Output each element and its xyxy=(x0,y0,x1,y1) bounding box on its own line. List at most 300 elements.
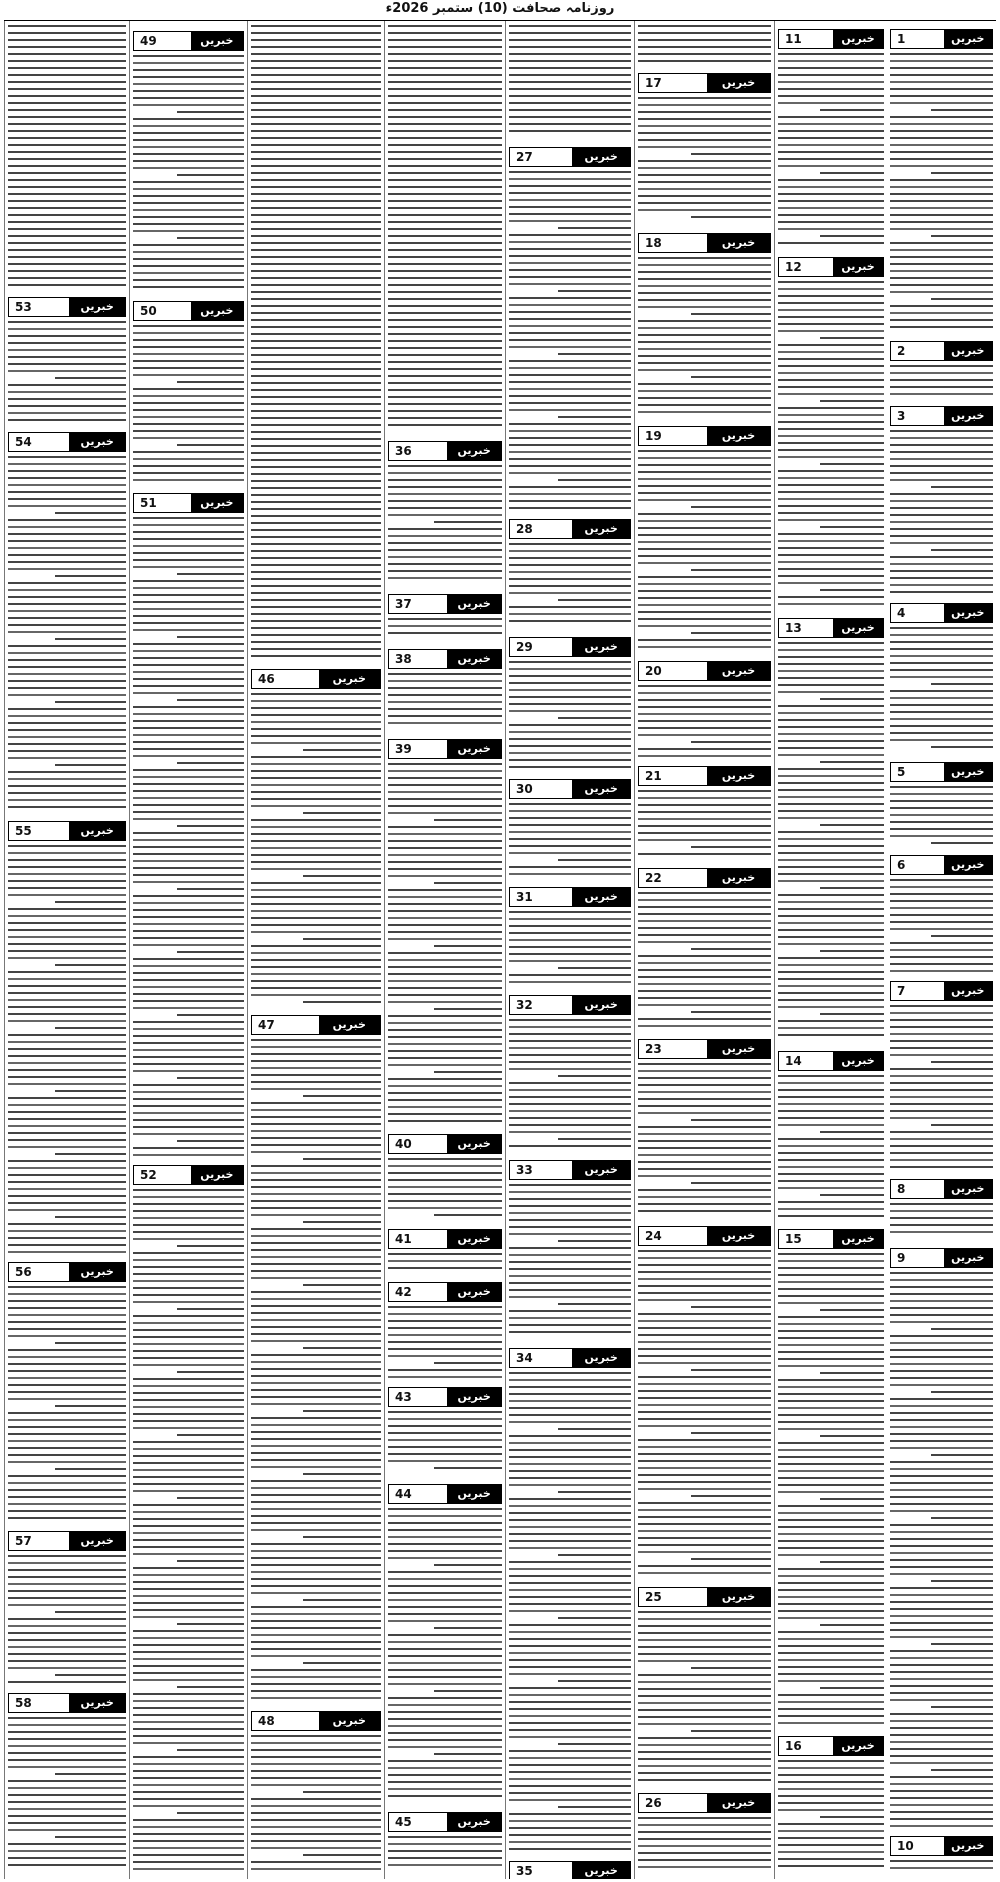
text-line xyxy=(388,966,502,968)
text-line xyxy=(509,248,631,250)
text-line xyxy=(8,284,126,286)
text-line xyxy=(177,174,244,176)
text-line xyxy=(890,372,993,374)
text-line xyxy=(251,1697,381,1699)
text-line xyxy=(890,793,993,795)
text-line xyxy=(890,1068,993,1070)
text-line xyxy=(388,1655,502,1657)
text-line xyxy=(388,242,502,244)
text-line xyxy=(778,1722,884,1724)
text-line xyxy=(509,1310,631,1312)
text-line xyxy=(8,1013,126,1015)
text-line xyxy=(8,214,126,216)
text-line xyxy=(778,1554,884,1556)
text-line xyxy=(778,880,884,882)
text-line xyxy=(638,1866,771,1868)
text-line xyxy=(251,1102,381,1104)
text-line xyxy=(509,116,631,118)
text-line xyxy=(8,405,126,407)
text-line xyxy=(638,390,771,392)
text-line xyxy=(890,1573,993,1575)
text-line xyxy=(388,1341,502,1343)
text-line xyxy=(8,137,126,139)
text-line xyxy=(638,1758,771,1760)
text-line xyxy=(778,561,884,563)
text-line xyxy=(8,165,126,167)
text-line xyxy=(251,1508,381,1510)
text-line xyxy=(509,409,631,411)
text-line xyxy=(509,1659,631,1661)
text-line xyxy=(778,358,884,360)
text-line xyxy=(251,95,381,97)
text-line xyxy=(890,186,993,188)
text-line xyxy=(8,880,126,882)
text-line xyxy=(638,104,771,106)
text-line xyxy=(890,893,993,895)
text-line xyxy=(8,228,126,230)
text-line xyxy=(890,1300,993,1302)
news-item-header xyxy=(133,31,244,51)
text-line xyxy=(133,720,244,722)
text-line xyxy=(509,1205,631,1207)
news-item-number: 54 xyxy=(9,433,69,451)
text-line xyxy=(177,951,244,953)
text-line xyxy=(890,1790,993,1792)
text-line xyxy=(509,1792,631,1794)
text-line xyxy=(509,1575,631,1577)
text-line xyxy=(133,1007,244,1009)
text-line xyxy=(55,1836,126,1838)
text-line xyxy=(890,1286,993,1288)
text-line xyxy=(133,1210,244,1212)
text-line xyxy=(820,337,884,339)
text-line xyxy=(638,1327,771,1329)
text-line xyxy=(890,928,993,930)
text-line xyxy=(133,1364,244,1366)
news-item-number: 30 xyxy=(510,780,572,798)
text-line xyxy=(890,556,993,558)
text-line xyxy=(638,1565,771,1567)
text-line xyxy=(8,1300,126,1302)
text-line xyxy=(8,1174,126,1176)
text-line xyxy=(778,1337,884,1339)
text-line xyxy=(931,1706,993,1708)
text-line xyxy=(778,1295,884,1297)
text-line xyxy=(509,1040,631,1042)
text-line xyxy=(251,179,381,181)
text-line xyxy=(890,1741,993,1743)
text-line xyxy=(820,172,884,174)
text-line xyxy=(778,1519,884,1521)
text-line xyxy=(8,929,126,931)
text-line xyxy=(778,754,884,756)
text-line xyxy=(388,1634,502,1636)
text-line xyxy=(388,1774,502,1776)
text-line xyxy=(778,642,884,644)
text-line xyxy=(388,109,502,111)
text-line xyxy=(251,375,381,377)
news-item-header xyxy=(778,29,884,49)
news-item-label: خبریں xyxy=(69,433,125,451)
text-line xyxy=(778,985,884,987)
text-line xyxy=(133,1042,244,1044)
text-line xyxy=(509,234,631,236)
text-line xyxy=(251,1354,381,1356)
text-line xyxy=(509,1834,631,1836)
news-item-number: 6 xyxy=(891,856,944,874)
text-line xyxy=(251,1487,381,1489)
text-line xyxy=(251,1109,381,1111)
text-line xyxy=(177,237,244,239)
text-line xyxy=(251,1067,381,1069)
text-line xyxy=(890,807,993,809)
text-line xyxy=(638,618,771,620)
text-line xyxy=(638,118,771,120)
text-line xyxy=(251,1840,381,1842)
text-line xyxy=(890,221,993,223)
text-line xyxy=(133,1056,244,1058)
text-line xyxy=(509,925,631,927)
text-line xyxy=(931,1517,993,1519)
text-line xyxy=(251,1655,381,1657)
text-line xyxy=(820,1624,884,1626)
text-line xyxy=(509,25,631,27)
text-line xyxy=(638,1765,771,1767)
text-line xyxy=(133,1336,244,1338)
text-line xyxy=(638,1203,771,1205)
text-line xyxy=(638,111,771,113)
news-item-label: خبریں xyxy=(572,996,630,1014)
text-line xyxy=(8,1335,126,1337)
text-line xyxy=(509,332,631,334)
text-line xyxy=(303,1347,381,1349)
text-line xyxy=(251,39,381,41)
text-line xyxy=(8,144,126,146)
text-line xyxy=(177,1245,244,1247)
text-line xyxy=(890,1138,993,1140)
text-line xyxy=(251,60,381,62)
news-item-number: 58 xyxy=(9,1694,69,1712)
text-line xyxy=(778,435,884,437)
news-item-text xyxy=(133,325,244,489)
text-line xyxy=(251,592,381,594)
text-line xyxy=(8,1440,126,1442)
text-line xyxy=(778,929,884,931)
news-column xyxy=(4,21,129,1879)
text-line xyxy=(509,803,631,805)
text-line xyxy=(388,1260,502,1262)
text-line xyxy=(509,81,631,83)
text-line xyxy=(890,669,993,671)
text-line xyxy=(388,1739,502,1741)
text-line xyxy=(509,178,631,180)
text-line xyxy=(251,319,381,321)
text-line xyxy=(251,515,381,517)
text-line xyxy=(558,227,631,229)
text-line xyxy=(177,762,244,764)
text-line xyxy=(890,1131,993,1133)
text-line xyxy=(388,361,502,363)
text-line xyxy=(509,213,631,215)
text-line xyxy=(8,88,126,90)
text-line xyxy=(509,571,631,573)
text-line xyxy=(177,1812,244,1814)
text-line xyxy=(388,1522,502,1524)
text-line xyxy=(388,1557,502,1559)
text-line xyxy=(133,713,244,715)
news-item-label: خبریں xyxy=(572,780,630,798)
text-line xyxy=(251,165,381,167)
text-line xyxy=(509,1054,631,1056)
news-item-label: خبریں xyxy=(833,619,883,637)
text-line xyxy=(133,202,244,204)
news-item-header xyxy=(890,762,993,782)
text-line xyxy=(388,952,502,954)
text-line xyxy=(434,1564,502,1566)
text-line xyxy=(691,376,771,378)
text-line xyxy=(388,889,502,891)
text-line xyxy=(251,1088,381,1090)
text-line xyxy=(890,1657,993,1659)
text-line xyxy=(133,860,244,862)
text-line xyxy=(133,1462,244,1464)
text-line xyxy=(251,333,381,335)
text-line xyxy=(8,1055,126,1057)
newspaper-page xyxy=(4,20,996,1879)
news-item-text xyxy=(890,627,993,758)
text-line xyxy=(133,1196,244,1198)
text-line xyxy=(388,382,502,384)
text-line xyxy=(778,449,884,451)
text-line xyxy=(388,1620,502,1622)
text-line xyxy=(778,1260,884,1262)
text-line xyxy=(778,379,884,381)
text-line xyxy=(133,1588,244,1590)
text-line xyxy=(251,207,381,209)
text-line xyxy=(509,1813,631,1815)
news-item-number: 42 xyxy=(389,1283,447,1301)
text-line xyxy=(8,1590,126,1592)
text-line xyxy=(509,911,631,913)
news-item-number: 26 xyxy=(639,1794,707,1812)
text-line xyxy=(251,578,381,580)
text-line xyxy=(638,755,771,757)
text-line xyxy=(509,1757,631,1759)
text-line xyxy=(8,1034,126,1036)
text-line xyxy=(509,1198,631,1200)
text-line xyxy=(133,1126,244,1128)
text-line xyxy=(638,527,771,529)
text-line xyxy=(638,734,771,736)
text-line xyxy=(251,137,381,139)
text-line xyxy=(638,597,771,599)
text-line xyxy=(8,477,126,479)
text-line xyxy=(509,1331,631,1333)
text-line xyxy=(8,1653,126,1655)
text-line xyxy=(778,803,884,805)
text-line xyxy=(778,74,884,76)
text-line xyxy=(133,160,244,162)
text-line xyxy=(778,123,884,125)
text-line xyxy=(890,312,993,314)
text-line xyxy=(133,748,244,750)
text-line xyxy=(778,1505,884,1507)
text-line xyxy=(177,1623,244,1625)
text-line xyxy=(778,1288,884,1290)
text-line xyxy=(251,1690,381,1692)
text-line xyxy=(133,1742,244,1744)
text-line xyxy=(251,826,381,828)
text-line xyxy=(638,1063,771,1065)
news-item-number: 3 xyxy=(891,407,944,425)
news-item-label: خبریں xyxy=(447,1135,501,1153)
text-line xyxy=(890,563,993,565)
text-line xyxy=(388,1253,502,1255)
text-line xyxy=(820,1372,884,1374)
text-line xyxy=(691,632,771,634)
text-line xyxy=(133,188,244,190)
text-line xyxy=(388,465,502,467)
text-line xyxy=(388,319,502,321)
text-line xyxy=(388,1529,502,1531)
text-line xyxy=(638,174,771,176)
text-line xyxy=(388,102,502,104)
text-line xyxy=(931,935,993,937)
text-line xyxy=(251,1298,381,1300)
text-line xyxy=(388,1064,502,1066)
text-line xyxy=(638,132,771,134)
text-line xyxy=(251,1557,381,1559)
text-line xyxy=(890,1692,993,1694)
text-line xyxy=(251,1445,381,1447)
text-line xyxy=(303,1662,381,1664)
text-line xyxy=(890,430,993,432)
text-line xyxy=(388,60,502,62)
text-line xyxy=(638,1439,771,1441)
text-line xyxy=(133,1770,244,1772)
text-line xyxy=(778,1652,884,1654)
text-line xyxy=(133,678,244,680)
text-line xyxy=(251,770,381,772)
news-item-label: خبریں xyxy=(447,650,501,668)
text-line xyxy=(8,887,126,889)
text-line xyxy=(133,1644,244,1646)
text-line xyxy=(388,1515,502,1517)
text-line xyxy=(638,1004,771,1006)
text-line xyxy=(251,1627,381,1629)
text-line xyxy=(133,451,244,453)
news-column xyxy=(247,21,384,1879)
text-line xyxy=(509,60,631,62)
text-line xyxy=(8,1829,126,1831)
text-line xyxy=(778,1477,884,1479)
text-line xyxy=(638,362,771,364)
news-item-header xyxy=(509,995,631,1015)
text-line xyxy=(133,251,244,253)
text-line xyxy=(638,1831,771,1833)
text-line xyxy=(388,987,502,989)
text-line xyxy=(133,1553,244,1555)
text-line xyxy=(251,1564,381,1566)
text-line xyxy=(890,1110,993,1112)
news-item-header xyxy=(890,981,993,1001)
text-line xyxy=(509,74,631,76)
text-line xyxy=(251,1312,381,1314)
text-line xyxy=(133,1826,244,1828)
text-line xyxy=(388,193,502,195)
text-line xyxy=(638,513,771,515)
text-line xyxy=(388,563,502,565)
text-line xyxy=(133,972,244,974)
text-line xyxy=(778,775,884,777)
text-line xyxy=(509,1498,631,1500)
text-line xyxy=(177,888,244,890)
text-line xyxy=(251,1081,381,1083)
text-line xyxy=(820,824,884,826)
text-line xyxy=(890,662,993,664)
text-line xyxy=(8,778,126,780)
text-line xyxy=(820,1309,884,1311)
text-line xyxy=(388,1120,502,1122)
text-line xyxy=(890,291,993,293)
text-line xyxy=(509,1568,631,1570)
text-line xyxy=(778,1666,884,1668)
news-item-header xyxy=(638,1039,771,1059)
text-line xyxy=(820,698,884,700)
text-line xyxy=(251,249,381,251)
text-line xyxy=(778,705,884,707)
text-line xyxy=(890,591,993,593)
news-item-label: خبریں xyxy=(319,1712,380,1730)
text-line xyxy=(133,1154,244,1156)
text-line xyxy=(509,102,631,104)
text-line xyxy=(133,734,244,736)
text-line xyxy=(388,1795,502,1797)
text-line xyxy=(638,188,771,190)
text-line xyxy=(8,1808,126,1810)
text-line xyxy=(509,1019,631,1021)
text-line xyxy=(388,1029,502,1031)
news-item-number: 21 xyxy=(639,767,707,785)
text-line xyxy=(778,831,884,833)
text-line xyxy=(638,1639,771,1641)
text-line xyxy=(8,589,126,591)
text-line xyxy=(778,365,884,367)
text-line xyxy=(778,407,884,409)
text-line xyxy=(509,1407,631,1409)
text-line xyxy=(890,1054,993,1056)
text-line xyxy=(890,200,993,202)
news-item-header xyxy=(251,669,381,689)
text-line xyxy=(388,903,502,905)
text-line xyxy=(434,1214,502,1216)
text-line xyxy=(890,1636,993,1638)
news-item-number: 52 xyxy=(134,1166,191,1184)
text-line xyxy=(388,1585,502,1587)
text-line xyxy=(778,351,884,353)
text-line xyxy=(388,1200,502,1202)
text-line xyxy=(778,1694,884,1696)
text-line xyxy=(890,648,993,650)
news-item-label: خبریں xyxy=(944,763,992,781)
news-item-header xyxy=(8,1693,126,1713)
text-line xyxy=(133,286,244,288)
text-line xyxy=(890,1152,993,1154)
text-line xyxy=(8,1041,126,1043)
text-line xyxy=(890,1734,993,1736)
text-line xyxy=(509,1219,631,1221)
news-item-text xyxy=(778,1760,884,1875)
